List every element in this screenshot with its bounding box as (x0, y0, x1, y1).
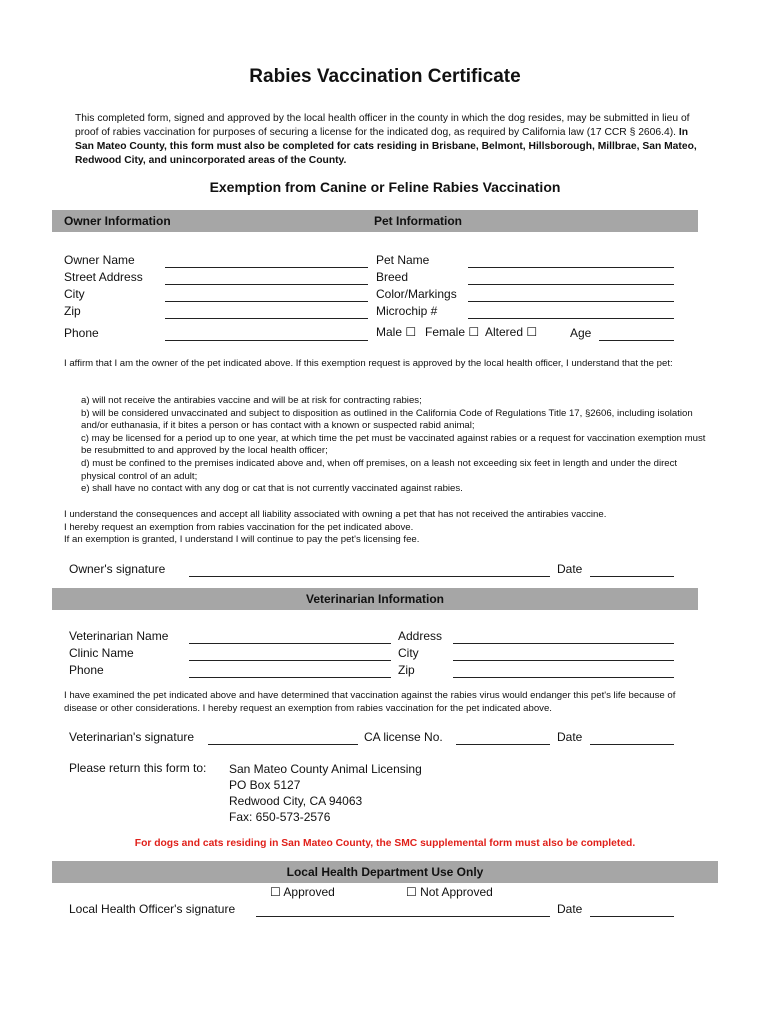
microchip-label: Microchip # (376, 304, 438, 318)
condition-e: e) shall have no contact with any dog or cat that is not currently vaccinated against rabies. (81, 483, 463, 495)
form-subtitle: Exemption from Canine or Feline Rabies Vaccination (209, 179, 561, 195)
health-officer-signature-field[interactable] (256, 916, 550, 917)
vet-zip-label: Zip (398, 663, 415, 677)
breed-field[interactable] (468, 284, 674, 285)
return-address-line-1: San Mateo County Animal Licensing (229, 762, 422, 776)
vet-address-label: Address (398, 629, 443, 643)
pet-name-field[interactable] (468, 267, 674, 268)
return-address-line-2: PO Box 5127 (229, 778, 301, 792)
vet-zip-field[interactable] (453, 677, 674, 678)
owner-name-field[interactable] (165, 267, 368, 268)
vet-city-label: City (398, 646, 419, 660)
owner-name-label: Owner Name (64, 253, 135, 267)
affirm-paragraph: I affirm that I am the owner of the pet indicated above. If this exemption request is approved by the local health officer, I understand that the pet: (64, 358, 673, 369)
health-dept-header: Local Health Department Use Only (52, 861, 718, 883)
owner-date-label: Date (557, 562, 583, 576)
understand-line-2: I hereby request an exemption from rabies vaccination for the pet indicated above. (64, 521, 414, 533)
condition-c: c) may be licensed for a period up to one year, at which time the pet must be vaccinated against rabies or a request for vaccination exemption must be resubmitted to and approved by the local health officer; (81, 432, 706, 457)
altered-checkbox[interactable]: Altered ☐ (485, 325, 538, 339)
vet-date-field[interactable] (590, 744, 674, 745)
ca-license-label: CA license No. (364, 730, 443, 744)
pet-name-label: Pet Name (376, 253, 430, 267)
vet-phone-label: Phone (69, 663, 104, 677)
zip-label: Zip (64, 304, 81, 318)
owner-signature-field[interactable] (189, 576, 550, 577)
street-address-field[interactable] (165, 284, 368, 285)
page-title: Rabies Vaccination Certificate (249, 66, 521, 87)
zip-field[interactable] (165, 318, 368, 319)
owner-pet-header-bar (52, 210, 698, 232)
understand-paragraph (64, 509, 710, 547)
understand-line-1: I understand the consequences and accept all liability associated with owning a pet that has not received the antirabies vaccine. (64, 509, 607, 520)
phone-field[interactable] (165, 340, 368, 341)
approved-checkbox[interactable]: ☐ Approved (270, 885, 335, 899)
condition-d: d) must be confined to the premises indicated above and, when off premises, on a leash not exceeding six feet in length and under the direct physical control of an adult; (81, 457, 678, 482)
vet-name-field[interactable] (189, 643, 391, 644)
clinic-name-field[interactable] (189, 660, 391, 661)
city-label: City (64, 287, 85, 301)
ca-license-field[interactable] (456, 744, 550, 745)
health-date-field[interactable] (590, 916, 674, 917)
vet-phone-field[interactable] (189, 677, 391, 678)
health-officer-signature-label: Local Health Officer's signature (69, 902, 236, 916)
understand-line-3: If an exemption is granted, I understand I will continue to pay the pet's licensing fee. (64, 534, 420, 546)
male-checkbox[interactable]: Male ☐ (376, 325, 417, 339)
color-markings-field[interactable] (468, 301, 674, 302)
phone-label: Phone (64, 326, 99, 340)
breed-label: Breed (376, 270, 409, 284)
vet-statement: I have examined the pet indicated above and have determined that vaccination against the rabies virus would endanger this pet's life because of disease or other considerations. I hereby request an exemption from rabies vaccination for the pet indicated above. (64, 690, 676, 714)
intro-text: This completed form, signed and approved by the local health officer in the county in which the dog resides, may be submitted in lieu of proof of rabies vaccination for purposes of securing a license for the indicated dog, as required by California law (17 CCR § 2606.4). (75, 113, 690, 138)
condition-b: b) will be considered unvaccinated and subject to disposition as outlined in the California Code of Regulations Title 17, §2606, including isolation and/or euthanasia, if it bites a person or has contact with a known or suspected rabid animal; (81, 407, 693, 432)
intro-bold-text: In San Mateo County, this form must also be completed for cats residing in Brisbane, Belmont, Hillsborough, Millbrae, San Mateo, Redwood City, and unincorporated areas of the County. (75, 127, 697, 166)
street-address-label: Street Address (64, 270, 143, 284)
vet-address-field[interactable] (453, 643, 674, 644)
owner-info-header: Owner Information (64, 214, 171, 228)
vet-signature-field[interactable] (208, 744, 358, 745)
return-address-line-3: Redwood City, CA 94063 (229, 794, 363, 808)
clinic-name-label: Clinic Name (69, 646, 134, 660)
owner-signature-label: Owner's signature (69, 562, 166, 576)
condition-a: a) will not receive the antirabies vaccine and will be at risk for contracting rabies; (81, 395, 422, 406)
conditions-list (81, 395, 711, 496)
color-markings-label: Color/Markings (376, 287, 457, 301)
vet-signature-label: Veterinarian's signature (69, 730, 195, 744)
intro-paragraph (75, 112, 700, 168)
microchip-field[interactable] (468, 318, 674, 319)
vet-date-label: Date (557, 730, 583, 744)
return-address-line-4: Fax: 650-573-2576 (229, 810, 331, 824)
return-address (229, 761, 422, 825)
smc-notice: For dogs and cats residing in San Mateo County, the SMC supplemental form must also be completed. (134, 838, 636, 849)
vet-city-field[interactable] (453, 660, 674, 661)
city-field[interactable] (165, 301, 368, 302)
vet-name-label: Veterinarian Name (69, 629, 169, 643)
age-field[interactable] (599, 340, 674, 341)
pet-info-header: Pet Information (374, 214, 463, 228)
owner-date-field[interactable] (590, 576, 674, 577)
vet-info-header: Veterinarian Information (52, 588, 698, 610)
not-approved-checkbox[interactable]: ☐ Not Approved (406, 885, 493, 899)
age-label: Age (570, 326, 592, 340)
return-label: Please return this form to: (69, 761, 207, 775)
health-date-label: Date (557, 902, 583, 916)
female-checkbox[interactable]: Female ☐ (425, 325, 480, 339)
